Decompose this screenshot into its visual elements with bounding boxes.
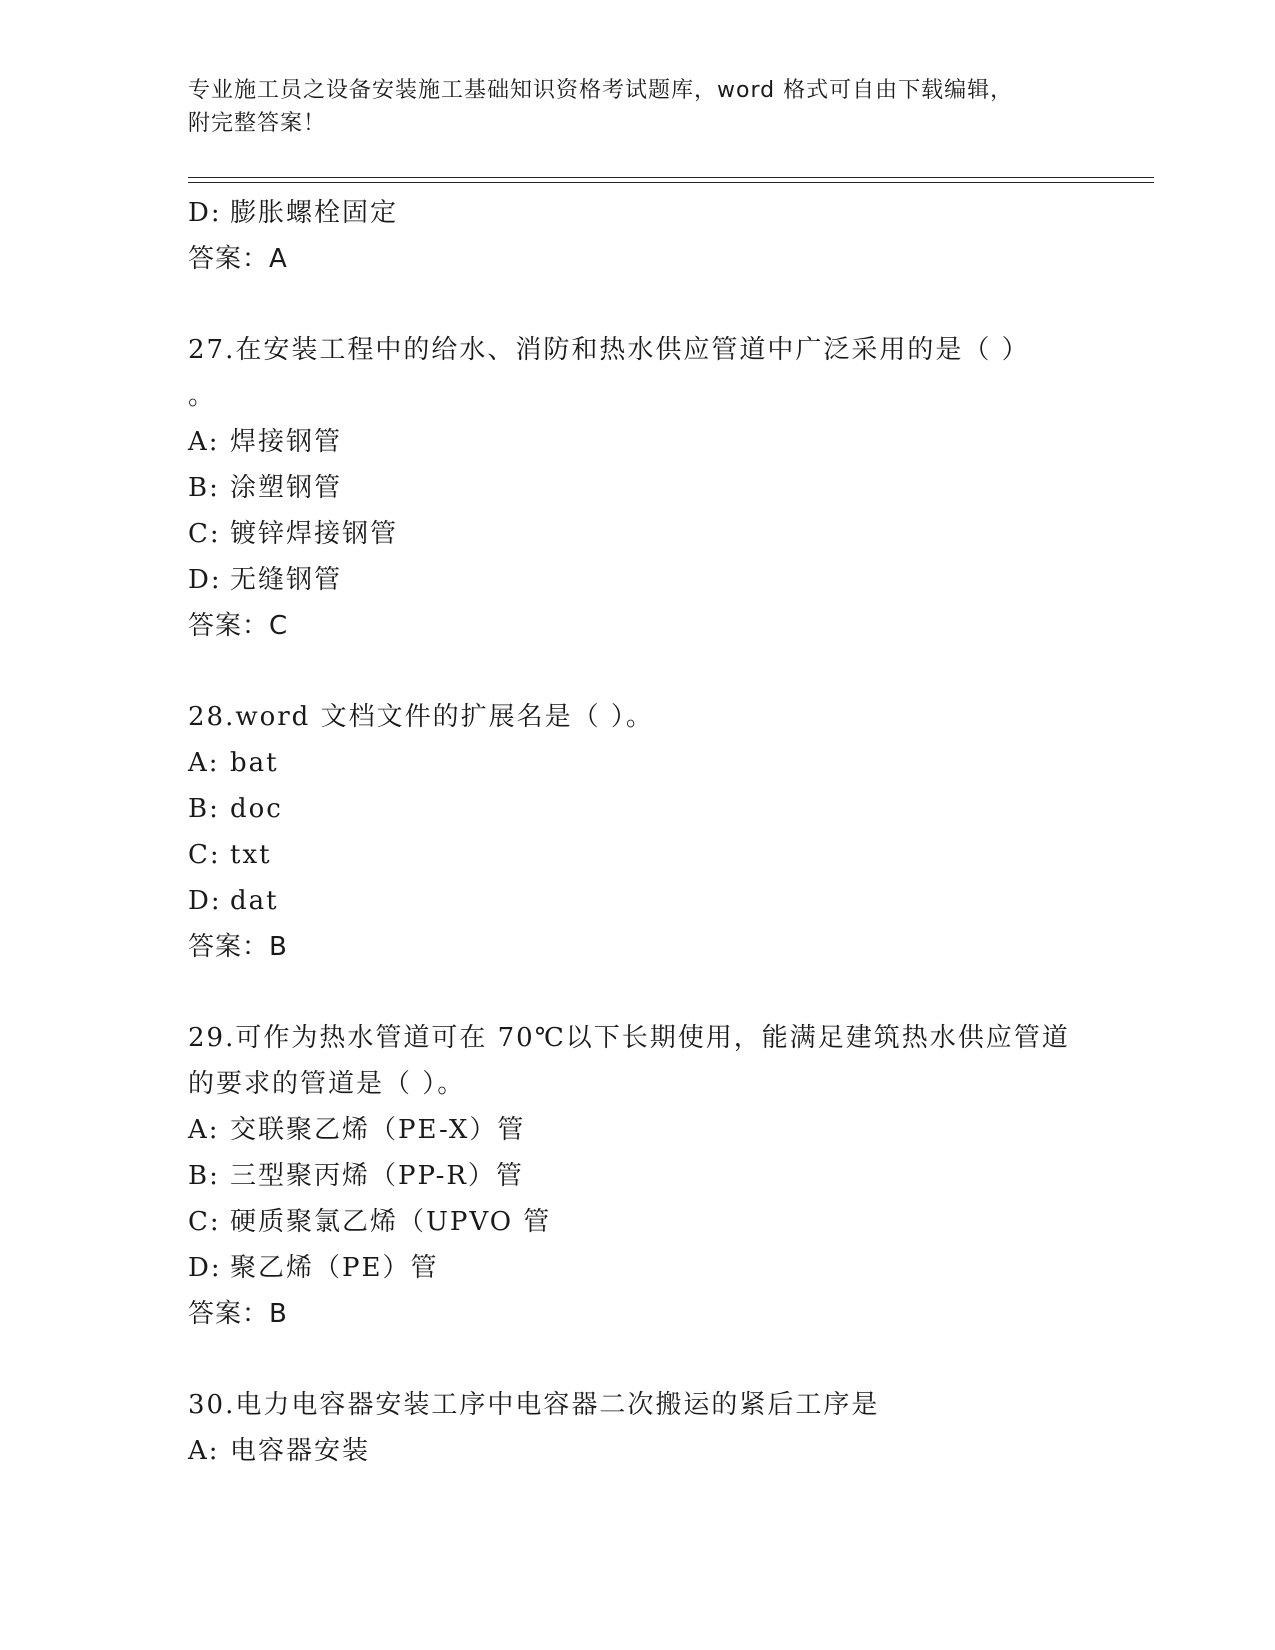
- option-a: [188, 1107, 1088, 1153]
- option-key: D:: [188, 886, 222, 916]
- option-text: 涂塑钢管: [230, 473, 343, 503]
- option-c: [188, 832, 1088, 878]
- option-key: D:: [188, 198, 222, 228]
- question-28: [188, 694, 1088, 970]
- question-29: [188, 1015, 1088, 1337]
- option-text: txt: [230, 840, 272, 870]
- question-title-cont: 。: [188, 381, 217, 411]
- header-rule-top: [188, 177, 1154, 178]
- option-key: A:: [188, 1436, 220, 1466]
- answer-line: 答案：B: [188, 1299, 288, 1329]
- option-b: [188, 786, 1088, 832]
- option-a: [188, 419, 1088, 465]
- answer-line: 答案：C: [188, 611, 289, 641]
- question-30: [188, 1382, 1088, 1474]
- option-key: C:: [188, 1207, 221, 1237]
- option-key: C:: [188, 840, 221, 870]
- spacer: [188, 1337, 1088, 1382]
- option-key: B:: [188, 473, 220, 503]
- question-title: 28.word 文档文件的扩展名是（ ）。: [188, 702, 654, 732]
- option-c: [188, 511, 1088, 557]
- option-text: dat: [230, 886, 279, 916]
- option-key: B:: [188, 1161, 220, 1191]
- option-a: [188, 740, 1088, 786]
- page-header: [188, 74, 1088, 140]
- spacer: [188, 970, 1088, 1015]
- document-body: [188, 190, 1088, 1474]
- option-a: [188, 1428, 1088, 1474]
- question-title-cont: 的要求的管道是（ ）。: [188, 1069, 466, 1099]
- option-d: [188, 557, 1088, 603]
- option-text: doc: [230, 794, 283, 824]
- option-text: 交联聚乙烯（PE-X）管: [230, 1115, 526, 1145]
- option-text: 聚乙烯（PE）管: [230, 1253, 439, 1283]
- header-line-1: 专业施工员之设备安装施工基础知识资格考试题库，word 格式可自由下载编辑，: [188, 78, 1014, 103]
- option-key: A:: [188, 748, 220, 778]
- question-title: 30.电力电容器安装工序中电容器二次搬运的紧后工序是: [188, 1390, 880, 1420]
- spacer: [188, 649, 1088, 694]
- option-text: 硬质聚氯乙烯（UPVO 管: [230, 1207, 552, 1237]
- spacer: [188, 282, 1088, 327]
- option-text: 膨胀螺栓固定: [230, 198, 399, 228]
- option-b: [188, 465, 1088, 511]
- option-key: D:: [188, 1253, 222, 1283]
- question-title: 29.可作为热水管道可在 70℃以下长期使用，能满足建筑热水供应管道: [188, 1023, 1070, 1053]
- option-text: 电容器安装: [230, 1436, 371, 1466]
- header-line-2: 附完整答案！: [188, 111, 327, 136]
- option-key: B:: [188, 794, 220, 824]
- option-key: D:: [188, 565, 222, 595]
- option-d: [188, 878, 1088, 924]
- option-text: 三型聚丙烯（PP-R）管: [230, 1161, 524, 1191]
- header-rule-bottom: [188, 182, 1154, 183]
- option-text: 无缝钢管: [230, 565, 343, 595]
- answer-line: 答案：A: [188, 244, 288, 274]
- option-b: [188, 1153, 1088, 1199]
- option-key: A:: [188, 1115, 220, 1145]
- option-d: [188, 1245, 1088, 1291]
- option-key: A:: [188, 427, 220, 457]
- option-text: bat: [230, 748, 279, 778]
- question-title: 27.在安装工程中的给水、消防和热水供应管道中广泛采用的是（ ）: [188, 335, 1030, 365]
- answer-line: 答案：B: [188, 932, 288, 962]
- option-text: 镀锌焊接钢管: [230, 519, 399, 549]
- option-key: C:: [188, 519, 221, 549]
- option-d: [188, 190, 1088, 236]
- option-text: 焊接钢管: [230, 427, 343, 457]
- question-27: [188, 327, 1088, 649]
- option-c: [188, 1199, 1088, 1245]
